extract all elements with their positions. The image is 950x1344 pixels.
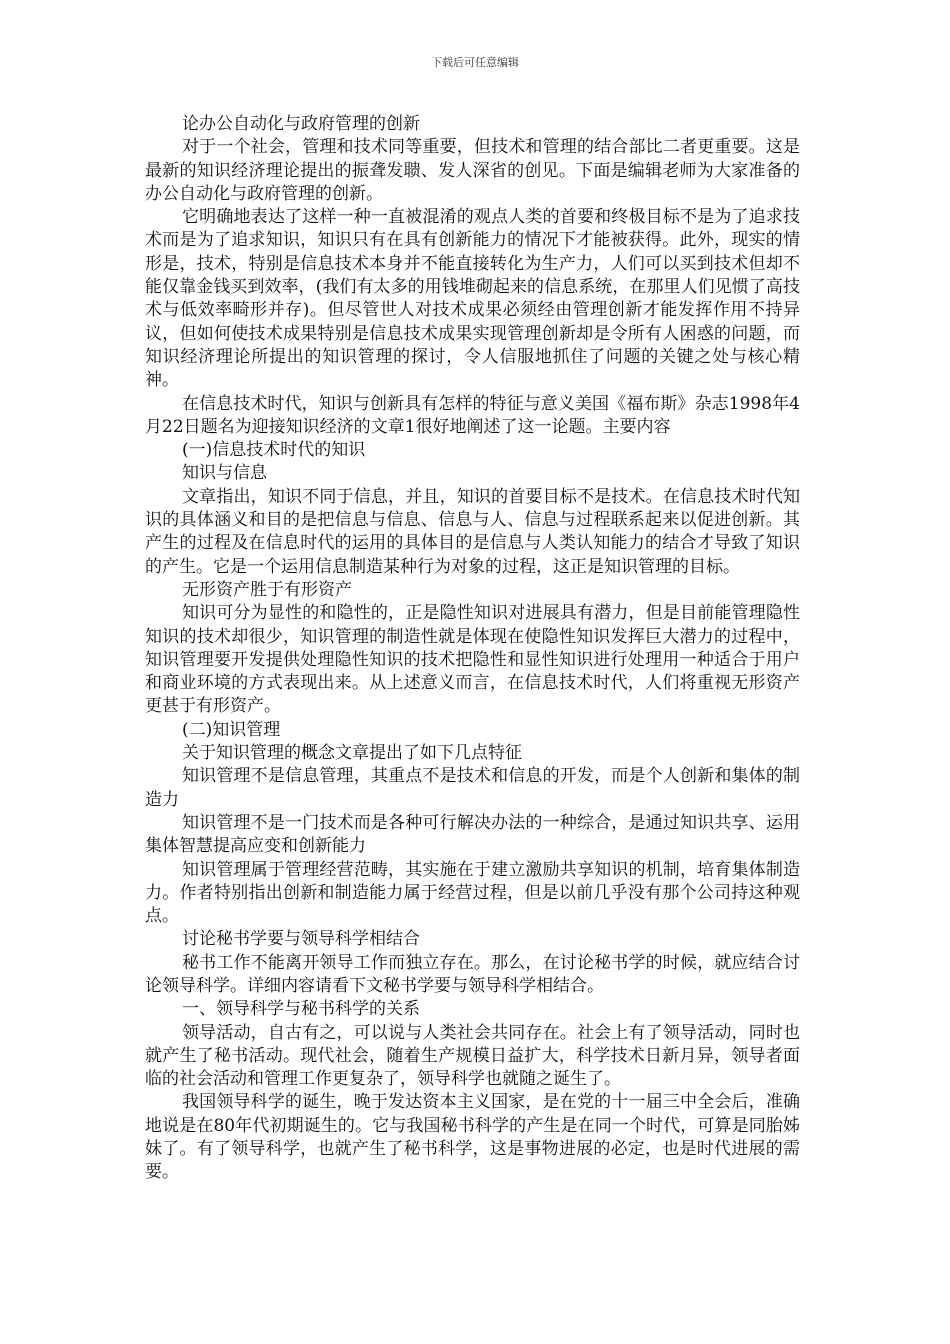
article-heading: 讨论秘书学要与领导科学相结合	[182, 929, 420, 950]
paragraph: 秘书工作不能离开领导工作而独立存在。那么，在讨论秘书学的时候，就应结合讨论领导科学。详细内容请看下文秘书学要与领导科学相结合。	[145, 952, 800, 996]
paragraph: 知识管理不是一门技术而是各种可行解决办法的一种综合，是通过知识共享、运用集体智慧提高应变和创新能力	[145, 812, 800, 857]
paragraph: 它明确地表达了这样一种一直被混淆的观点人类的首要和终极目标不是为了追求技术而是为了追求知识，知识只有在具有创新能力的情况下才能被获得。此外，现实的情形是，技术，特别是信息技术本身并不能直接转化为生产力，人们可以买到技术但却不能仅靠金钱买到效率，(我们有太多的用钱堆砌起来的信息系统，在那里人们见惯了高技术与低效率畸形并存)。但尽管世人对技术成果必须经由管理创新才能发挥作用不持异议，但如何使技术成果特别是信息技术成果实现管理创新却是令所有人困惑的问题，而知识经济理论所提出的知识管理的探讨，令人信服地抓住了问题的关键之处与核心精神。	[145, 207, 800, 391]
page-header: 下载后可任意编辑	[431, 56, 519, 69]
paragraph: 我国领导科学的诞生，晚于发达资本主义国家，是在党的十一届三中全会后，准确地说是在80年代初期诞生的。它与我国秘书科学的产生是在同一个时代，可算是同胎姊妹了。有了领导科学，也就产生了秘书科学，这是事物进展的必定，也是时代进展的需要。	[145, 1092, 800, 1183]
paragraph: 在信息技术时代，知识与创新具有怎样的特征与意义美国《福布斯》杂志1998年4月22日题名为迎接知识经济的文章1很好地阐述了这一论题。主要内容	[145, 393, 800, 437]
paragraph: 领导活动，自古有之，可以说与人类社会共同存在。社会上有了领导活动，同时也就产生了秘书活动。现代社会，随着生产规模日益扩大，科学技术日新月异，领导者面临的社会活动和管理工作更复杂了，领导科学也就随之诞生了。	[145, 1022, 800, 1090]
document-title: 论办公自动化与政府管理的创新	[182, 114, 420, 134]
section-heading: (一)信息技术时代的知识	[182, 440, 366, 461]
paragraph: 知识管理属于管理经营范畴，其实施在于建立激励共享知识的机制，培育集体制造力。作者特别指出创新和制造能力属于经营过程，但是以前几乎没有那个公司持这种观点。	[145, 859, 800, 927]
section-heading: 一、领导科学与秘书科学的关系	[182, 999, 420, 1020]
paragraph: 关于知识管理的概念文章提出了如下几点特征	[182, 743, 522, 764]
paragraph: 文章指出，知识不同于信息，并且，知识的首要目标不是技术。在信息技术时代知识的具体涵义和目的是把信息与信息、信息与人、信息与过程联系起来以促进创新。其产生的过程及在信息时代的运用的具体目的是信息与人类认知能力的结合才导致了知识的产生。它是一个运用信息制造某种行为对象的过程，这正是知识管理的目标。	[145, 486, 800, 577]
subsection-heading: 知识与信息	[182, 463, 267, 484]
paragraph: 知识可分为显性的和隐性的，正是隐性知识对进展具有潜力，但是目前能管理隐性知识的技术却很少，知识管理的制造性就是体现在使隐性知识发挥巨大潜力的过程中，知识管理要开发提供处理隐性知识的技术把隐性和显性知识进行处理用一种适合于用户和商业环境的方式表现出来。从上述意义而言，在信息技术时代，人们将重视无形资产更甚于有形资产。	[145, 603, 800, 717]
section-heading: (二)知识管理	[182, 719, 281, 740]
paragraph: 知识管理不是信息管理，其重点不是技术和信息的开发，而是个人创新和集体的制造力	[145, 766, 800, 810]
paragraph: 对于一个社会，管理和技术同等重要，但技术和管理的结合部比二者更重要。这是最新的知识经济理论提出的振聋发聩、发人深省的创见。下面是编辑老师为大家准备的办公自动化与政府管理的创新。	[145, 137, 800, 204]
document-body	[145, 113, 800, 1185]
subsection-heading: 无形资产胜于有形资产	[182, 579, 352, 600]
